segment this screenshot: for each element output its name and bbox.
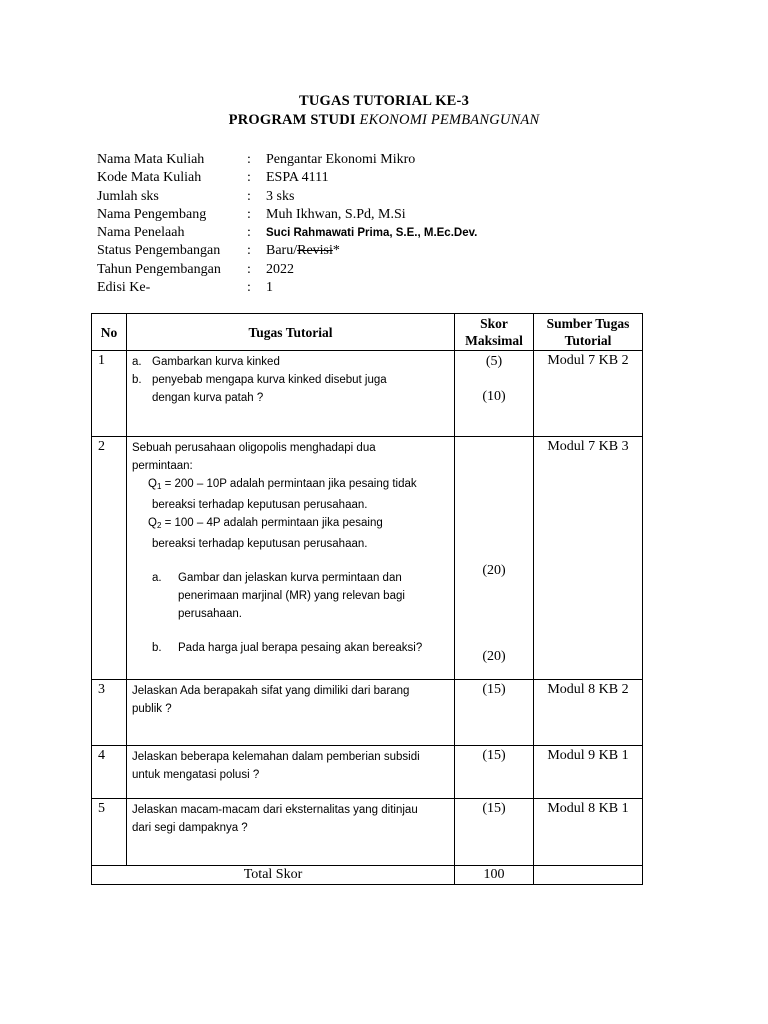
row-number: 2: [92, 437, 127, 680]
table-row: [92, 351, 643, 437]
info-colon: :: [247, 280, 251, 296]
source-cell: Modul 8 KB 1: [534, 799, 643, 866]
task-cell: [127, 437, 455, 680]
item-label: a.: [152, 572, 162, 584]
task-intro-cont: permintaan:: [132, 460, 193, 472]
row-number: 5: [92, 799, 127, 866]
score-cell: [455, 437, 534, 680]
task-item-a: [132, 569, 450, 587]
q-text: = 200 – 10P adalah permintaan jika pesaing tidak: [161, 478, 417, 490]
task-item-b-cont: dengan kurva patah ?: [152, 392, 264, 404]
q-subscript: 2: [156, 521, 162, 530]
header-score-line1: Skor: [480, 316, 508, 331]
total-source-empty: [534, 866, 643, 885]
info-colon: :: [247, 188, 251, 204]
info-value: ESPA 4111: [266, 170, 329, 186]
score-a: (20): [482, 563, 506, 578]
table-row: [92, 799, 643, 866]
header-no: No: [92, 314, 127, 351]
info-label: Tahun Pengembangan: [97, 261, 221, 277]
source-cell: Modul 7 KB 2: [534, 351, 643, 437]
row-number: 4: [92, 746, 127, 799]
status-revision-struck: Revisi: [297, 243, 333, 259]
table-row: [92, 746, 643, 799]
info-colon: :: [247, 261, 251, 277]
q-symbol: Q: [148, 478, 157, 490]
item-label: a.: [132, 356, 142, 368]
info-label: Nama Mata Kuliah: [97, 152, 205, 167]
task-cell: [127, 746, 455, 799]
program-title: [0, 112, 768, 129]
source-cell: Modul 7 KB 3: [534, 437, 643, 680]
status-new: Baru/: [266, 243, 298, 259]
table-header-row: [92, 314, 643, 351]
task-item-a-cont: penerimaan marjinal (MR) yang relevan bagi: [178, 590, 405, 602]
demand-q2: [132, 514, 450, 535]
task-text: Jelaskan macam-macam dari eksternalitas yang ditinjau: [132, 804, 418, 816]
row-number: 3: [92, 680, 127, 746]
task-intro: Sebuah perusahaan oligopolis menghadapi dua: [132, 442, 376, 454]
header-score: [455, 314, 534, 351]
info-value: 3 sks: [266, 188, 295, 204]
header-source: [534, 314, 643, 351]
demand-q1-cont: bereaksi terhadap keputusan perusahaan.: [152, 499, 368, 511]
task-cell: [127, 799, 455, 866]
table-row: [92, 437, 643, 680]
document-title: TUGAS TUTORIAL KE-3: [298, 93, 470, 109]
task-text-cont: untuk mengatasi polusi ?: [132, 769, 260, 781]
info-colon: :: [247, 243, 251, 259]
item-text: Gambar dan jelaskan kurva permintaan dan: [178, 572, 402, 584]
task-item-a-cont: perusahaan.: [178, 608, 242, 620]
info-colon: :: [247, 152, 251, 167]
score-cell: (15): [455, 799, 534, 866]
info-value: Suci Rahmawati Prima, S.E., M.Ec.Dev.: [266, 227, 478, 240]
info-colon: :: [247, 225, 251, 241]
table-row: [92, 680, 643, 746]
score-cell: (15): [455, 746, 534, 799]
task-cell: [127, 351, 455, 437]
source-cell: Modul 8 KB 2: [534, 680, 643, 746]
info-value: Muh Ikhwan, S.Pd, M.Si: [266, 206, 406, 222]
tutorial-task-table: [91, 313, 643, 885]
info-value: 1: [266, 280, 273, 296]
task-text: Jelaskan beberapa kelemahan dalam pemberian subsidi: [132, 751, 420, 763]
score-a: (5): [485, 354, 503, 369]
header-score-line2: Maksimal: [465, 333, 523, 348]
item-text: penyebab mengapa kurva kinked disebut juga: [152, 374, 387, 386]
item-text: Gambarkan kurva kinked: [152, 356, 280, 368]
status-asterisk: *: [332, 243, 340, 259]
task-text: Jelaskan Ada berapakah sifat yang dimiliki dari barang: [132, 685, 410, 697]
info-colon: :: [247, 170, 251, 186]
demand-q2-cont: bereaksi terhadap keputusan perusahaan.: [152, 538, 368, 550]
item-label: b.: [132, 374, 142, 386]
task-text-cont: dari segi dampaknya ?: [132, 822, 248, 834]
q-symbol: Q: [148, 517, 157, 529]
total-value: 100: [455, 866, 534, 885]
info-label: Jumlah sks: [97, 188, 159, 204]
score-b: (20): [482, 649, 506, 664]
q-subscript: 1: [156, 482, 162, 491]
program-prefix: PROGRAM STUDI: [228, 112, 360, 128]
info-value: [266, 242, 340, 260]
info-label: Status Pengembangan: [97, 243, 221, 259]
info-label: Nama Pengembang: [97, 206, 207, 222]
total-label: Total Skor: [92, 866, 455, 885]
info-value: Pengantar Ekonomi Mikro: [266, 152, 416, 167]
header-task: Tugas Tutorial: [127, 314, 455, 351]
header-source-line1: Sumber Tugas: [546, 316, 630, 331]
info-label: Edisi Ke-: [97, 280, 151, 296]
source-cell: Modul 9 KB 1: [534, 746, 643, 799]
score-cell: (15): [455, 680, 534, 746]
task-item-b: [132, 639, 450, 657]
total-row: [92, 866, 643, 885]
score-b: (10): [482, 389, 506, 404]
q-text: = 100 – 4P adalah permintaan jika pesaing: [161, 517, 383, 529]
task-cell: [127, 680, 455, 746]
demand-q1: [132, 475, 450, 496]
row-number: 1: [92, 351, 127, 437]
item-text: Pada harga jual berapa pesaing akan bereaksi?: [178, 642, 423, 654]
info-colon: :: [247, 206, 251, 222]
header-source-line2: Tutorial: [564, 333, 612, 348]
info-value: 2022: [266, 261, 294, 277]
task-text-cont: publik ?: [132, 703, 172, 715]
item-label: b.: [152, 642, 162, 654]
info-label: Nama Penelaah: [97, 225, 185, 241]
score-cell: [455, 351, 534, 437]
task-item-b: [132, 371, 450, 389]
info-label: Kode Mata Kuliah: [97, 170, 202, 186]
task-item-a: [132, 353, 450, 371]
program-name: EKONOMI PEMBANGUNAN: [359, 112, 540, 128]
